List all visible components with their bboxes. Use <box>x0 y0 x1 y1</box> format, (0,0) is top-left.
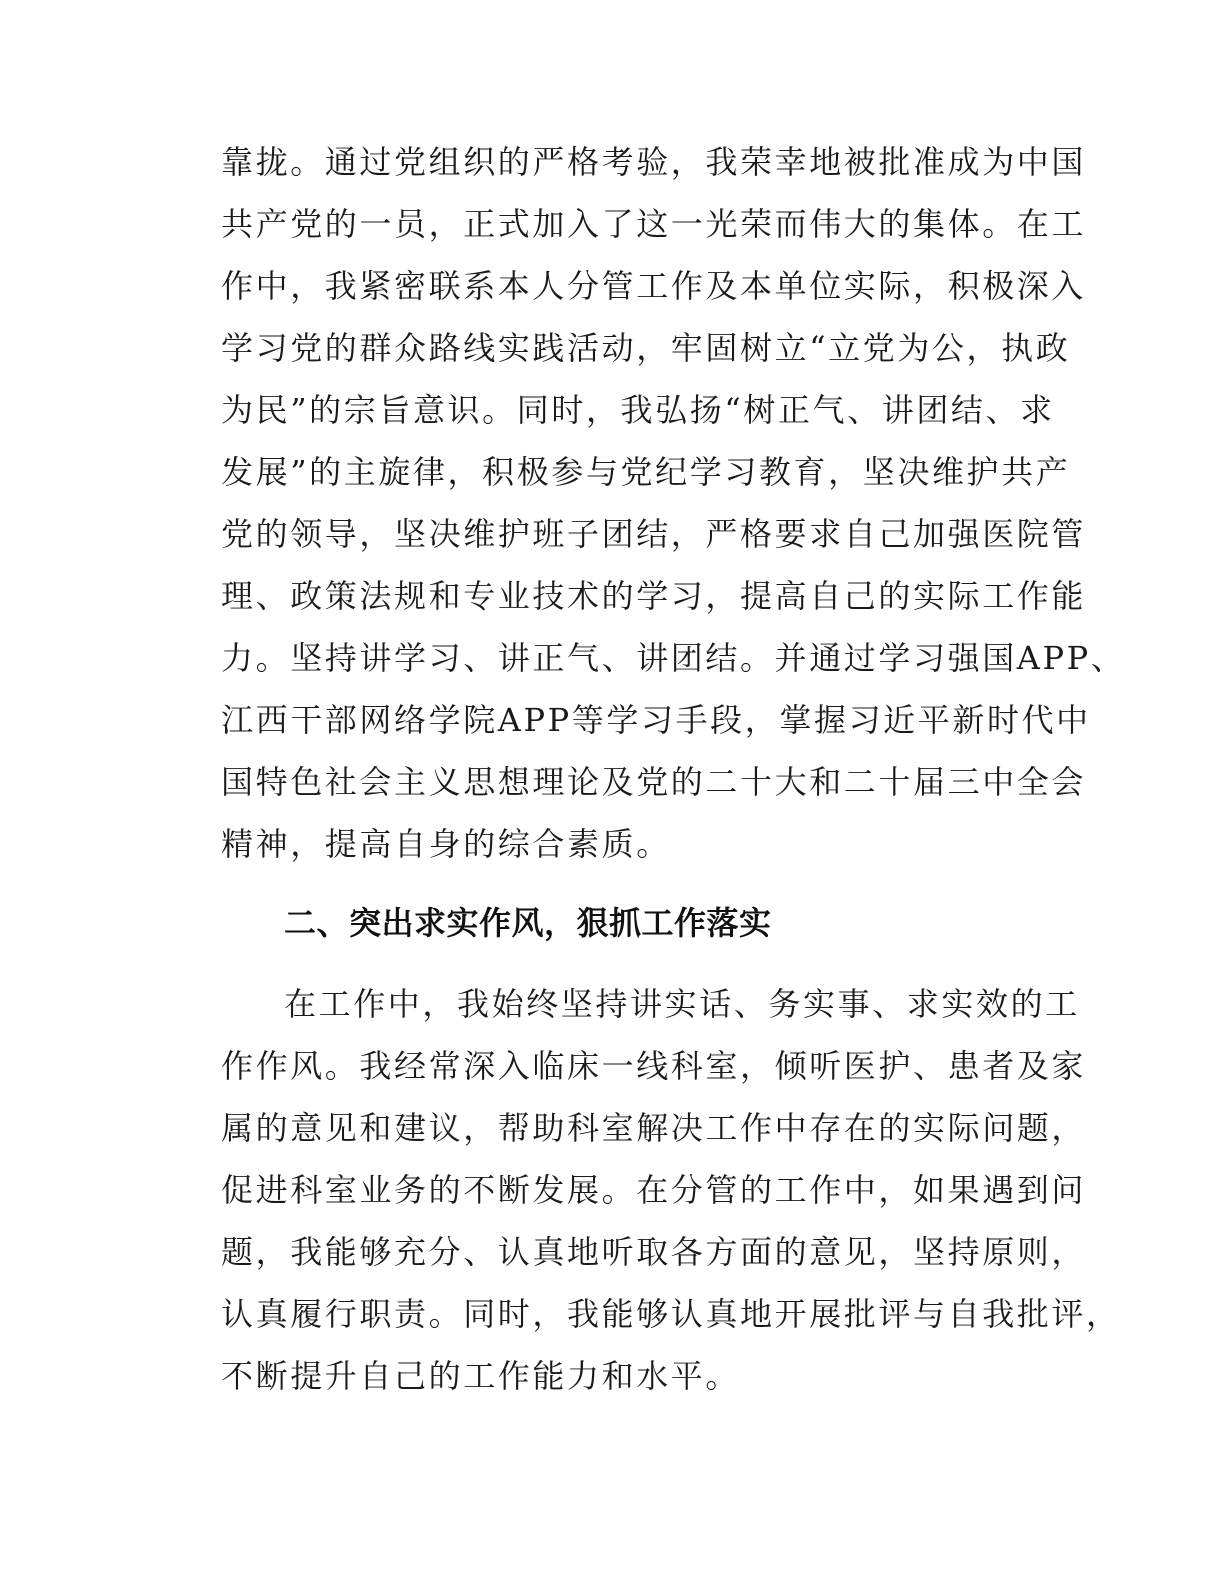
paragraph-2-line-2: 作作风。我经常深入临床一线科室，倾听医护、患者及家 <box>221 1047 1087 1085</box>
paragraph-1-line-8: 理、政策法规和专业技术的学习，提高自己的实际工作能 <box>221 577 1087 615</box>
paragraph-2-line-5: 题，我能够充分、认真地听取各方面的意见，坚持原则， <box>221 1233 1087 1271</box>
paragraph-1-line-10: 江西干部网络学院APP等学习手段，掌握习近平新时代中 <box>221 701 1091 739</box>
paragraph-1-line-7: 党的领导，坚决维护班子团结，严格要求自己加强医院管 <box>221 515 1087 553</box>
paragraph-1-line-5: 为民”的宗旨意识。同时，我弘扬“树正气、讲团结、求 <box>221 391 1055 429</box>
paragraph-1-line-9: 力。坚持讲学习、讲正气、讲团结。并通过学习强国APP、 <box>221 639 1126 677</box>
paragraph-2-line-1: 在工作中，我始终坚持讲实话、务实事、求实效的工 <box>284 985 1080 1023</box>
paragraph-1-line-6: 发展”的主旋律，积极参与党纪学习教育，坚决维护共产 <box>221 453 1071 491</box>
paragraph-1-line-4: 学习党的群众路线实践活动，牢固树立“立党为公，执政 <box>221 329 1071 367</box>
paragraph-1-line-3: 作中，我紧密联系本人分管工作及本单位实际，积极深入 <box>221 267 1087 305</box>
paragraph-1-line-1: 靠拢。通过党组织的严格考验，我荣幸地被批准成为中国 <box>221 143 1087 181</box>
paragraph-2-line-3: 属的意见和建议，帮助科室解决工作中存在的实际问题， <box>221 1109 1087 1147</box>
paragraph-1-line-12: 精神，提高自身的综合素质。 <box>221 825 671 863</box>
paragraph-1-line-2: 共产党的一员，正式加入了这一光荣而伟大的集体。在工 <box>221 205 1087 243</box>
paragraph-2-line-4: 促进科室业务的不断发展。在分管的工作中，如果遇到问 <box>221 1171 1087 1209</box>
section-heading: 二、突出求实作风，狠抓工作落实 <box>284 904 772 942</box>
paragraph-1-line-11: 国特色社会主义思想理论及党的二十大和二十届三中全会 <box>221 763 1087 801</box>
paragraph-2-line-7: 不断提升自己的工作能力和水平。 <box>221 1357 741 1395</box>
paragraph-2-line-6: 认真履行职责。同时，我能够认真地开展批评与自我批评， <box>221 1295 1121 1333</box>
